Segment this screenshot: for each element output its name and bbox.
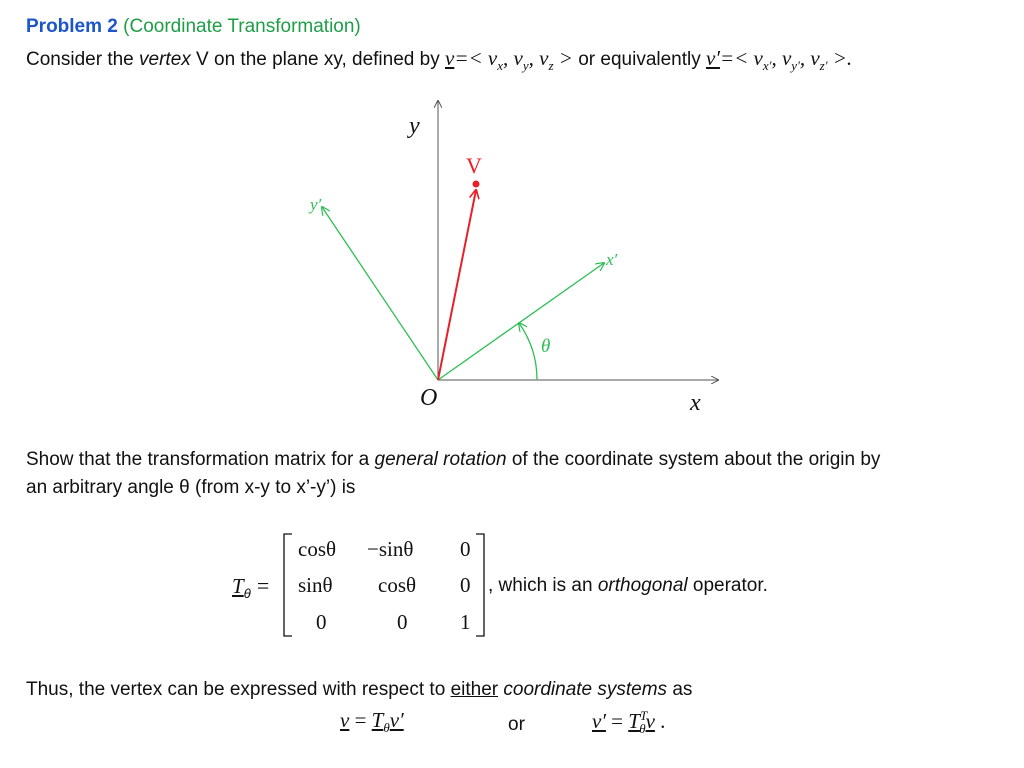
sub-x: x [497, 58, 504, 73]
vector-v-arrow [438, 190, 476, 380]
eq2-equals: = [605, 709, 629, 733]
label-theta: θ [541, 336, 551, 357]
eq1-v: v [340, 708, 350, 732]
eq2-sub: θ [639, 721, 646, 736]
eq1-T: T [371, 708, 384, 732]
matrix-cell-r3c3: 1 [460, 610, 471, 634]
close2: >. [827, 46, 853, 70]
either-word: either [450, 679, 499, 700]
matrix-cell-r1c1: cosθ [298, 537, 337, 561]
vec-vprime: v′ [706, 46, 720, 70]
intro-text: Consider the [26, 49, 134, 70]
eq2-sup: T [639, 708, 648, 723]
matrix-T-sub: θ [243, 586, 251, 601]
intro-vertex-word: vertex [139, 49, 191, 70]
matrix-equals: = [256, 573, 270, 598]
left-bracket [284, 534, 292, 636]
matrix-caption [488, 572, 768, 600]
y-prime-axis [322, 207, 438, 380]
equation-v [340, 708, 404, 736]
matrix-cell-r3c2: 0 [397, 610, 408, 634]
statement-line-1 [26, 446, 880, 474]
conclusion-line [26, 676, 692, 704]
vertex-point [473, 181, 480, 188]
sub-xp: x' [762, 58, 772, 73]
orthogonal-word: orthogonal [597, 575, 688, 596]
matrix-caption-pre: , which is an [488, 575, 593, 596]
close1: > [553, 46, 573, 70]
label-x: x [690, 390, 701, 416]
comma-vyp: , v [771, 46, 792, 70]
problem-number: Problem 2 [26, 16, 118, 37]
matrix-T: T [232, 574, 244, 598]
eq2-v: v [645, 709, 655, 733]
problem-topic: (Coordinate Transformation) [123, 16, 361, 37]
label-x-prime: x′ [606, 250, 618, 269]
x-prime-axis [438, 263, 604, 380]
eq1-sub: θ [383, 720, 390, 735]
right-bracket [476, 534, 484, 636]
theta-arc [519, 323, 537, 380]
sub-y: y [522, 58, 529, 73]
eq1-equals: = [349, 708, 372, 732]
label-origin: O [420, 385, 438, 411]
matrix-cell-r1c2: −sinθ [367, 537, 414, 561]
label-vertex: V [466, 153, 482, 178]
statement-line-2: an arbitrary angle θ (from x-y to x’-y’) is [26, 477, 356, 498]
comma-vzp: , v [799, 46, 820, 70]
matrix-caption-post: operator. [692, 575, 768, 596]
statement-text: Show that the transformation matrix for a [26, 449, 370, 470]
matrix-cell-r2c2: cosθ [378, 573, 417, 597]
comma-vy: , v [503, 46, 523, 70]
vec-v: v [444, 46, 455, 70]
sub-z: z [548, 58, 554, 73]
statement-text-post: of the coordinate system about the origin by [511, 449, 881, 470]
general-rotation-phrase: general rotation [374, 449, 507, 470]
comma-vz: , v [528, 46, 549, 70]
or-equivalently: or equivalently [578, 49, 701, 70]
matrix-cell-r1c3: 0 [460, 537, 471, 561]
matrix-cell-r2c1: sinθ [298, 573, 333, 597]
conclusion-text-post: as [672, 679, 693, 700]
equation-or: or [508, 714, 525, 735]
matrix-cell-r3c1: 0 [316, 610, 327, 634]
eq2-T: T [628, 709, 640, 733]
eq2-vprime: v′ [592, 709, 606, 733]
sub-zp: z' [819, 58, 828, 73]
sub-yp: y' [791, 58, 800, 73]
label-y: y [409, 113, 420, 139]
eq2-dot: . [654, 709, 666, 733]
matrix-lhs [232, 573, 269, 601]
intro-text-mid: V on the plane xy, defined by [196, 49, 440, 70]
def1: =< v [454, 46, 498, 70]
def2: =< v [719, 46, 763, 70]
matrix-cell-r2c3: 0 [460, 573, 471, 597]
coordinate-systems-phrase: coordinate systems [503, 679, 668, 700]
eq1-vprime: v′ [389, 708, 404, 732]
label-y-prime: y′ [310, 195, 322, 214]
equation-vprime [592, 708, 665, 737]
conclusion-text: Thus, the vertex can be expressed with respect to [26, 679, 446, 700]
